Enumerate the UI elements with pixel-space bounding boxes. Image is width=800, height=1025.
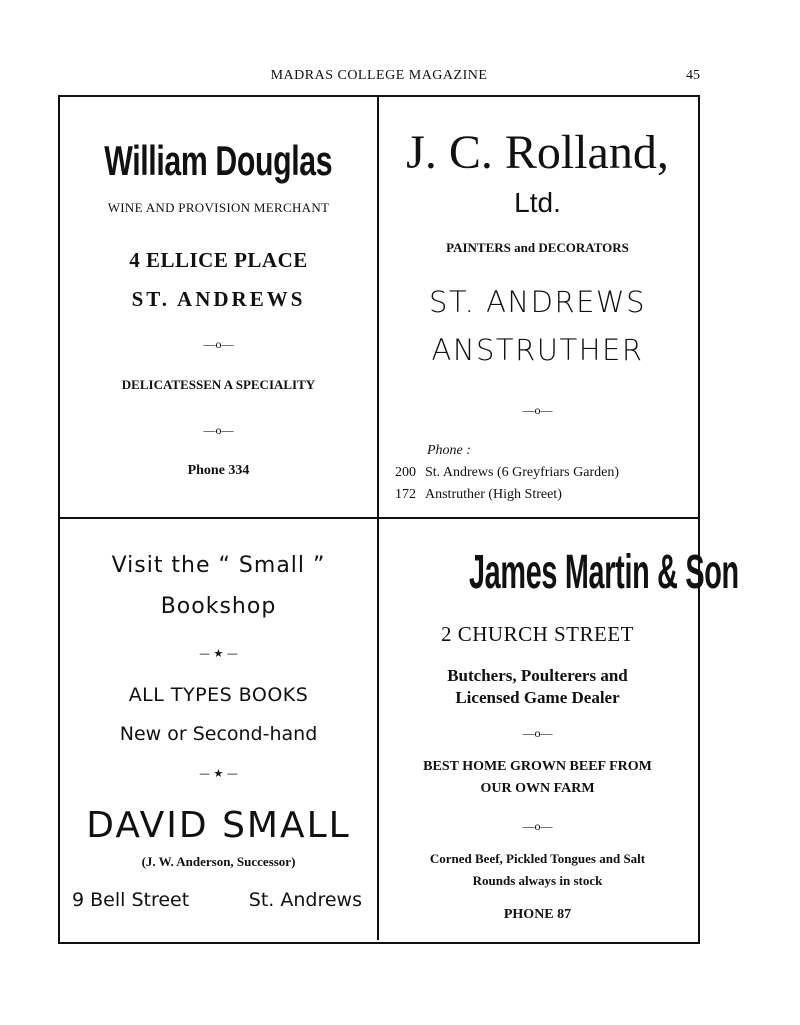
stock-line-2: Rounds always in stock [472,873,603,888]
street: 9 Bell Street [72,889,190,911]
beef-line-1: BEST HOME GROWN BEEF FROM [423,759,652,774]
address-line-2: ST. ANDREWS [131,287,306,311]
phone-entry [395,484,619,506]
phone-line: Phone 334 [187,463,250,478]
trade-line: WINE AND PROVISION MERCHANT [107,200,330,215]
phone-label: Phone : [427,443,471,458]
ad-james-martin [379,519,739,940]
divider-ornament: —o— [522,726,553,740]
divider-ornament: —o— [203,423,234,437]
phone-place: St. Andrews (6 Greyfriars Garden) [425,465,619,480]
stock-line-1: Corned Beef, Pickled Tongues and Salt [429,851,646,866]
bookshop-line: Bookshop [160,594,277,619]
all-types-line: ALL TYPES BOOKS [128,684,309,706]
ad-small-bookshop [60,519,377,940]
business-name: J. C. Rolland, [406,126,669,179]
business-suffix: Ltd. [514,187,561,218]
trade-line-1: Butchers, Poulterers and [447,666,628,685]
address-line: 2 CHURCH STREET [440,622,634,646]
business-name: William Douglas [104,137,333,184]
divider-ornament: —o— [203,337,234,351]
phone-line: PHONE 87 [503,907,572,922]
phone-number: 200 [395,465,416,480]
magazine-title: MADRAS COLLEGE MAGAZINE [270,68,488,83]
town-line-1: ST. ANDREWS [428,285,647,319]
page-number: 45 [686,68,700,83]
specialty-line: DELICATESSEN A SPECIALITY [121,377,316,392]
ad-jc-rolland [379,97,696,517]
beef-line-2: OUR OWN FARM [480,781,595,796]
visit-line: Visit the “ Small ” [111,553,326,578]
phone-number: 172 [395,487,416,502]
page-header [58,68,700,88]
phone-entry [395,462,619,484]
new-secondhand-line: New or Second-hand [119,723,318,745]
phone-place: Anstruther (High Street) [425,487,562,502]
star-divider: — ★ — [199,647,238,660]
divider-ornament: —o— [522,403,553,417]
ad-william-douglas [60,97,377,517]
phone-list [395,440,619,506]
divider-ornament: —o— [522,819,553,833]
business-name: James Martin & Son [468,546,739,599]
address-line-1: 4 ELLICE PLACE [129,248,308,272]
successor-line: (J. W. Anderson, Successor) [141,854,296,869]
trade-line: PAINTERS and DECORATORS [446,240,629,255]
town-line-2: ANSTRUTHER [431,333,644,367]
star-divider: — ★ — [199,767,238,780]
owner-name: DAVID SMALL [86,805,351,846]
town: St. Andrews [248,889,362,911]
trade-line-2: Licensed Game Dealer [455,688,620,707]
